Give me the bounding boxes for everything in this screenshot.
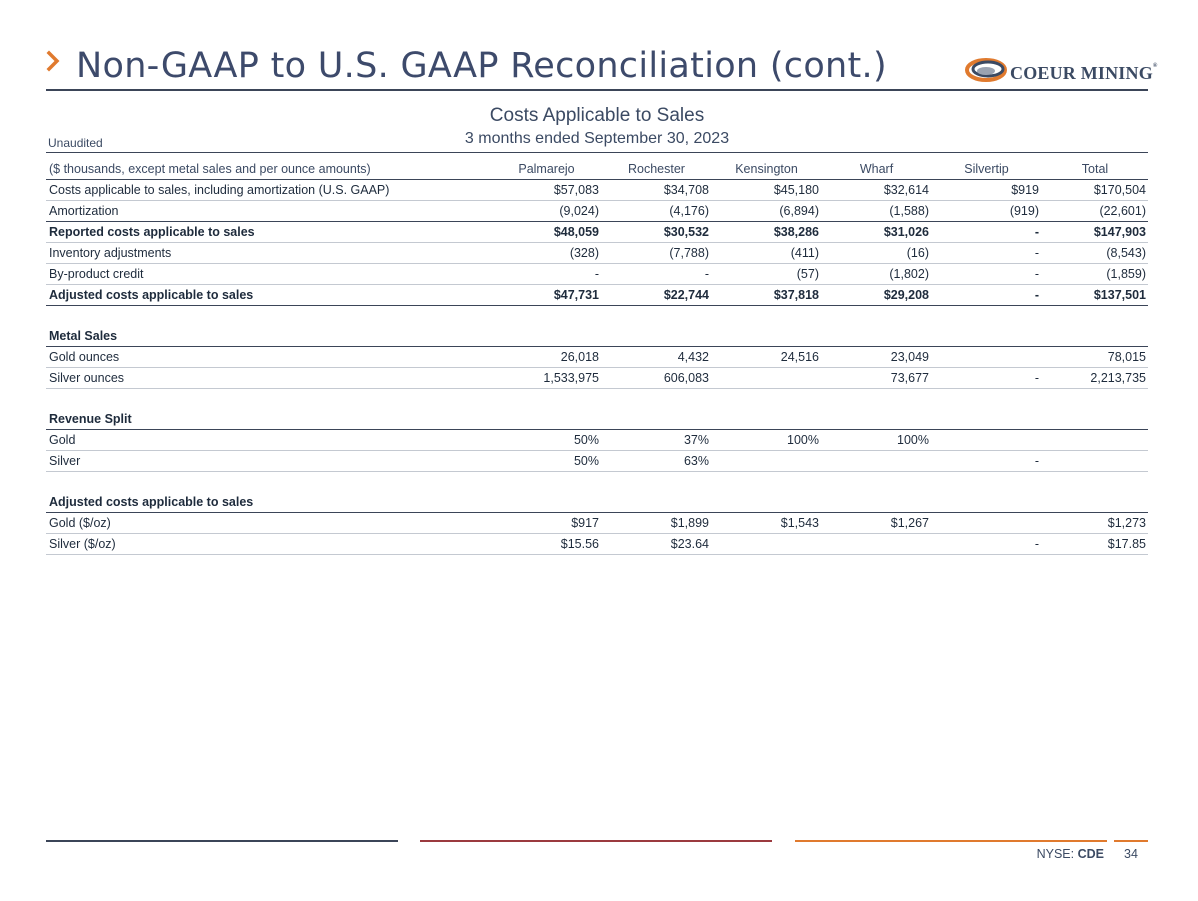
- table-cell: -: [931, 285, 1041, 306]
- coeur-mining-logo: [964, 53, 1158, 87]
- column-header-rochester: Rochester: [601, 159, 711, 180]
- table-cell: (4,176): [601, 201, 711, 222]
- title-divider: [46, 89, 1148, 91]
- row-label: Silver ounces: [46, 368, 491, 389]
- table-cell: (7,788): [601, 243, 711, 264]
- table-row: [46, 430, 1148, 451]
- table-row: [46, 368, 1148, 389]
- table-cell: 23,049: [821, 347, 931, 368]
- table-cell: $30,532: [601, 222, 711, 243]
- table-cell: $48,059: [491, 222, 601, 243]
- table-cell: (1,859): [1041, 264, 1148, 285]
- row-label: Reported costs applicable to sales: [46, 222, 491, 243]
- table-cell: (6,894): [711, 201, 821, 222]
- row-label: Gold: [46, 430, 491, 451]
- table-row: [46, 513, 1148, 534]
- table-cell: $1,267: [821, 513, 931, 534]
- row-label: Silver ($/oz): [46, 534, 491, 555]
- table-row: [46, 285, 1148, 306]
- table-cell: $22,744: [601, 285, 711, 306]
- row-label: Inventory adjustments: [46, 243, 491, 264]
- table-cell: (57): [711, 264, 821, 285]
- table-cell: $147,903: [1041, 222, 1148, 243]
- table-cell: -: [491, 264, 601, 285]
- table-cell: [931, 347, 1041, 368]
- table-header-row: [46, 159, 1148, 180]
- table-cell: $170,504: [1041, 180, 1148, 201]
- table-cell: $38,286: [711, 222, 821, 243]
- column-header-palmarejo: Palmarejo: [491, 159, 601, 180]
- table-row: [46, 243, 1148, 264]
- table-cell: 37%: [601, 430, 711, 451]
- footer-rule-page: [1114, 840, 1148, 842]
- table-cell: $917: [491, 513, 601, 534]
- column-header-description: ($ thousands, except metal sales and per ounce amounts): [46, 159, 491, 180]
- table-cell: 100%: [711, 430, 821, 451]
- table-cell: [711, 534, 821, 555]
- table-cell: 606,083: [601, 368, 711, 389]
- table-cell: $137,501: [1041, 285, 1148, 306]
- chevron-right-icon: [46, 49, 62, 73]
- footer-rule-navy: [46, 840, 398, 842]
- column-header-total: Total: [1041, 159, 1148, 180]
- table-row: [46, 180, 1148, 201]
- logo-registered-mark: ®: [1152, 63, 1158, 69]
- footer-ticker: [1020, 847, 1104, 861]
- table-cell: (1,588): [821, 201, 931, 222]
- table-cell: (22,601): [1041, 201, 1148, 222]
- table-cell: -: [931, 368, 1041, 389]
- table-cell: 78,015: [1041, 347, 1148, 368]
- section-heading-row: [46, 492, 1148, 513]
- column-header-kensington: Kensington: [711, 159, 821, 180]
- table-row: [46, 347, 1148, 368]
- table-cell: 73,677: [821, 368, 931, 389]
- table-cell: $1,273: [1041, 513, 1148, 534]
- table-title: Costs Applicable to Sales: [489, 105, 705, 126]
- table-cell: [931, 430, 1041, 451]
- row-label: Silver: [46, 451, 491, 472]
- table-row: [46, 534, 1148, 555]
- section-heading-metal-sales: Metal Sales: [46, 326, 1148, 347]
- table-cell: (411): [711, 243, 821, 264]
- column-header-silvertip: Silvertip: [931, 159, 1041, 180]
- table-row: [46, 264, 1148, 285]
- section-heading-row: [46, 326, 1148, 347]
- footer-rule-red: [420, 840, 772, 842]
- table-cell: $17.85: [1041, 534, 1148, 555]
- row-label: Costs applicable to sales, including amortization (U.S. GAAP): [46, 180, 491, 201]
- page-number: 34: [1124, 847, 1138, 861]
- row-label: Gold ($/oz): [46, 513, 491, 534]
- table-cell: 100%: [821, 430, 931, 451]
- table-cell: [931, 513, 1041, 534]
- table-cell: $15.56: [491, 534, 601, 555]
- table-cell: 4,432: [601, 347, 711, 368]
- spacer-row: [46, 306, 1148, 327]
- row-label: Adjusted costs applicable to sales: [46, 285, 491, 306]
- table-cell: [1041, 451, 1148, 472]
- table-cell: 50%: [491, 451, 601, 472]
- table-cell: 63%: [601, 451, 711, 472]
- table-cell: (919): [931, 201, 1041, 222]
- column-header-wharf: Wharf: [821, 159, 931, 180]
- table-cell: $29,208: [821, 285, 931, 306]
- header-divider: [46, 152, 1148, 153]
- table-cell: $45,180: [711, 180, 821, 201]
- logo-wordmark: COEUR MINING: [1010, 63, 1153, 83]
- table-cell: [1041, 430, 1148, 451]
- table-cell: (328): [491, 243, 601, 264]
- table-row: [46, 451, 1148, 472]
- table-cell: (9,024): [491, 201, 601, 222]
- table-cell: -: [931, 222, 1041, 243]
- table-cell: -: [601, 264, 711, 285]
- table-cell: -: [931, 243, 1041, 264]
- row-label: By-product credit: [46, 264, 491, 285]
- reconciliation-table: [46, 159, 1148, 555]
- table-cell: $47,731: [491, 285, 601, 306]
- footer-rule-orange: [795, 840, 1107, 842]
- table-cell: [711, 451, 821, 472]
- exchange-label: NYSE:: [1036, 847, 1075, 861]
- table-cell: 2,213,735: [1041, 368, 1148, 389]
- table-cell: 50%: [491, 430, 601, 451]
- table-cell: 1,533,975: [491, 368, 601, 389]
- table-cell: $919: [931, 180, 1041, 201]
- table-cell: -: [931, 264, 1041, 285]
- logo-mark-icon: [964, 53, 1010, 87]
- table-cell: $37,818: [711, 285, 821, 306]
- table-period: 3 months ended September 30, 2023: [464, 130, 730, 147]
- table-cell: -: [931, 534, 1041, 555]
- table-cell: [821, 451, 931, 472]
- table-cell: (1,802): [821, 264, 931, 285]
- table-cell: $32,614: [821, 180, 931, 201]
- section-heading-row: [46, 409, 1148, 430]
- table-cell: 24,516: [711, 347, 821, 368]
- table-cell: -: [931, 451, 1041, 472]
- row-label: Gold ounces: [46, 347, 491, 368]
- ticker-symbol: CDE: [1077, 847, 1104, 861]
- unaudited-label: Unaudited: [48, 136, 103, 150]
- table-cell: $31,026: [821, 222, 931, 243]
- table-row: [46, 201, 1148, 222]
- table-row: [46, 222, 1148, 243]
- table-cell: $1,543: [711, 513, 821, 534]
- section-heading-revenue-split: Revenue Split: [46, 409, 1148, 430]
- table-cell: $57,083: [491, 180, 601, 201]
- table-cell: [821, 534, 931, 555]
- table-cell: (16): [821, 243, 931, 264]
- row-label: Amortization: [46, 201, 491, 222]
- section-heading-adjusted-costs: Adjusted costs applicable to sales: [46, 492, 1148, 513]
- table-cell: $23.64: [601, 534, 711, 555]
- table-cell: [711, 368, 821, 389]
- page-title: Non-GAAP to U.S. GAAP Reconciliation (cont.): [76, 46, 887, 86]
- table-cell: (8,543): [1041, 243, 1148, 264]
- spacer-row: [46, 472, 1148, 493]
- spacer-row: [46, 389, 1148, 410]
- table-cell: $1,899: [601, 513, 711, 534]
- table-cell: $34,708: [601, 180, 711, 201]
- table-cell: 26,018: [491, 347, 601, 368]
